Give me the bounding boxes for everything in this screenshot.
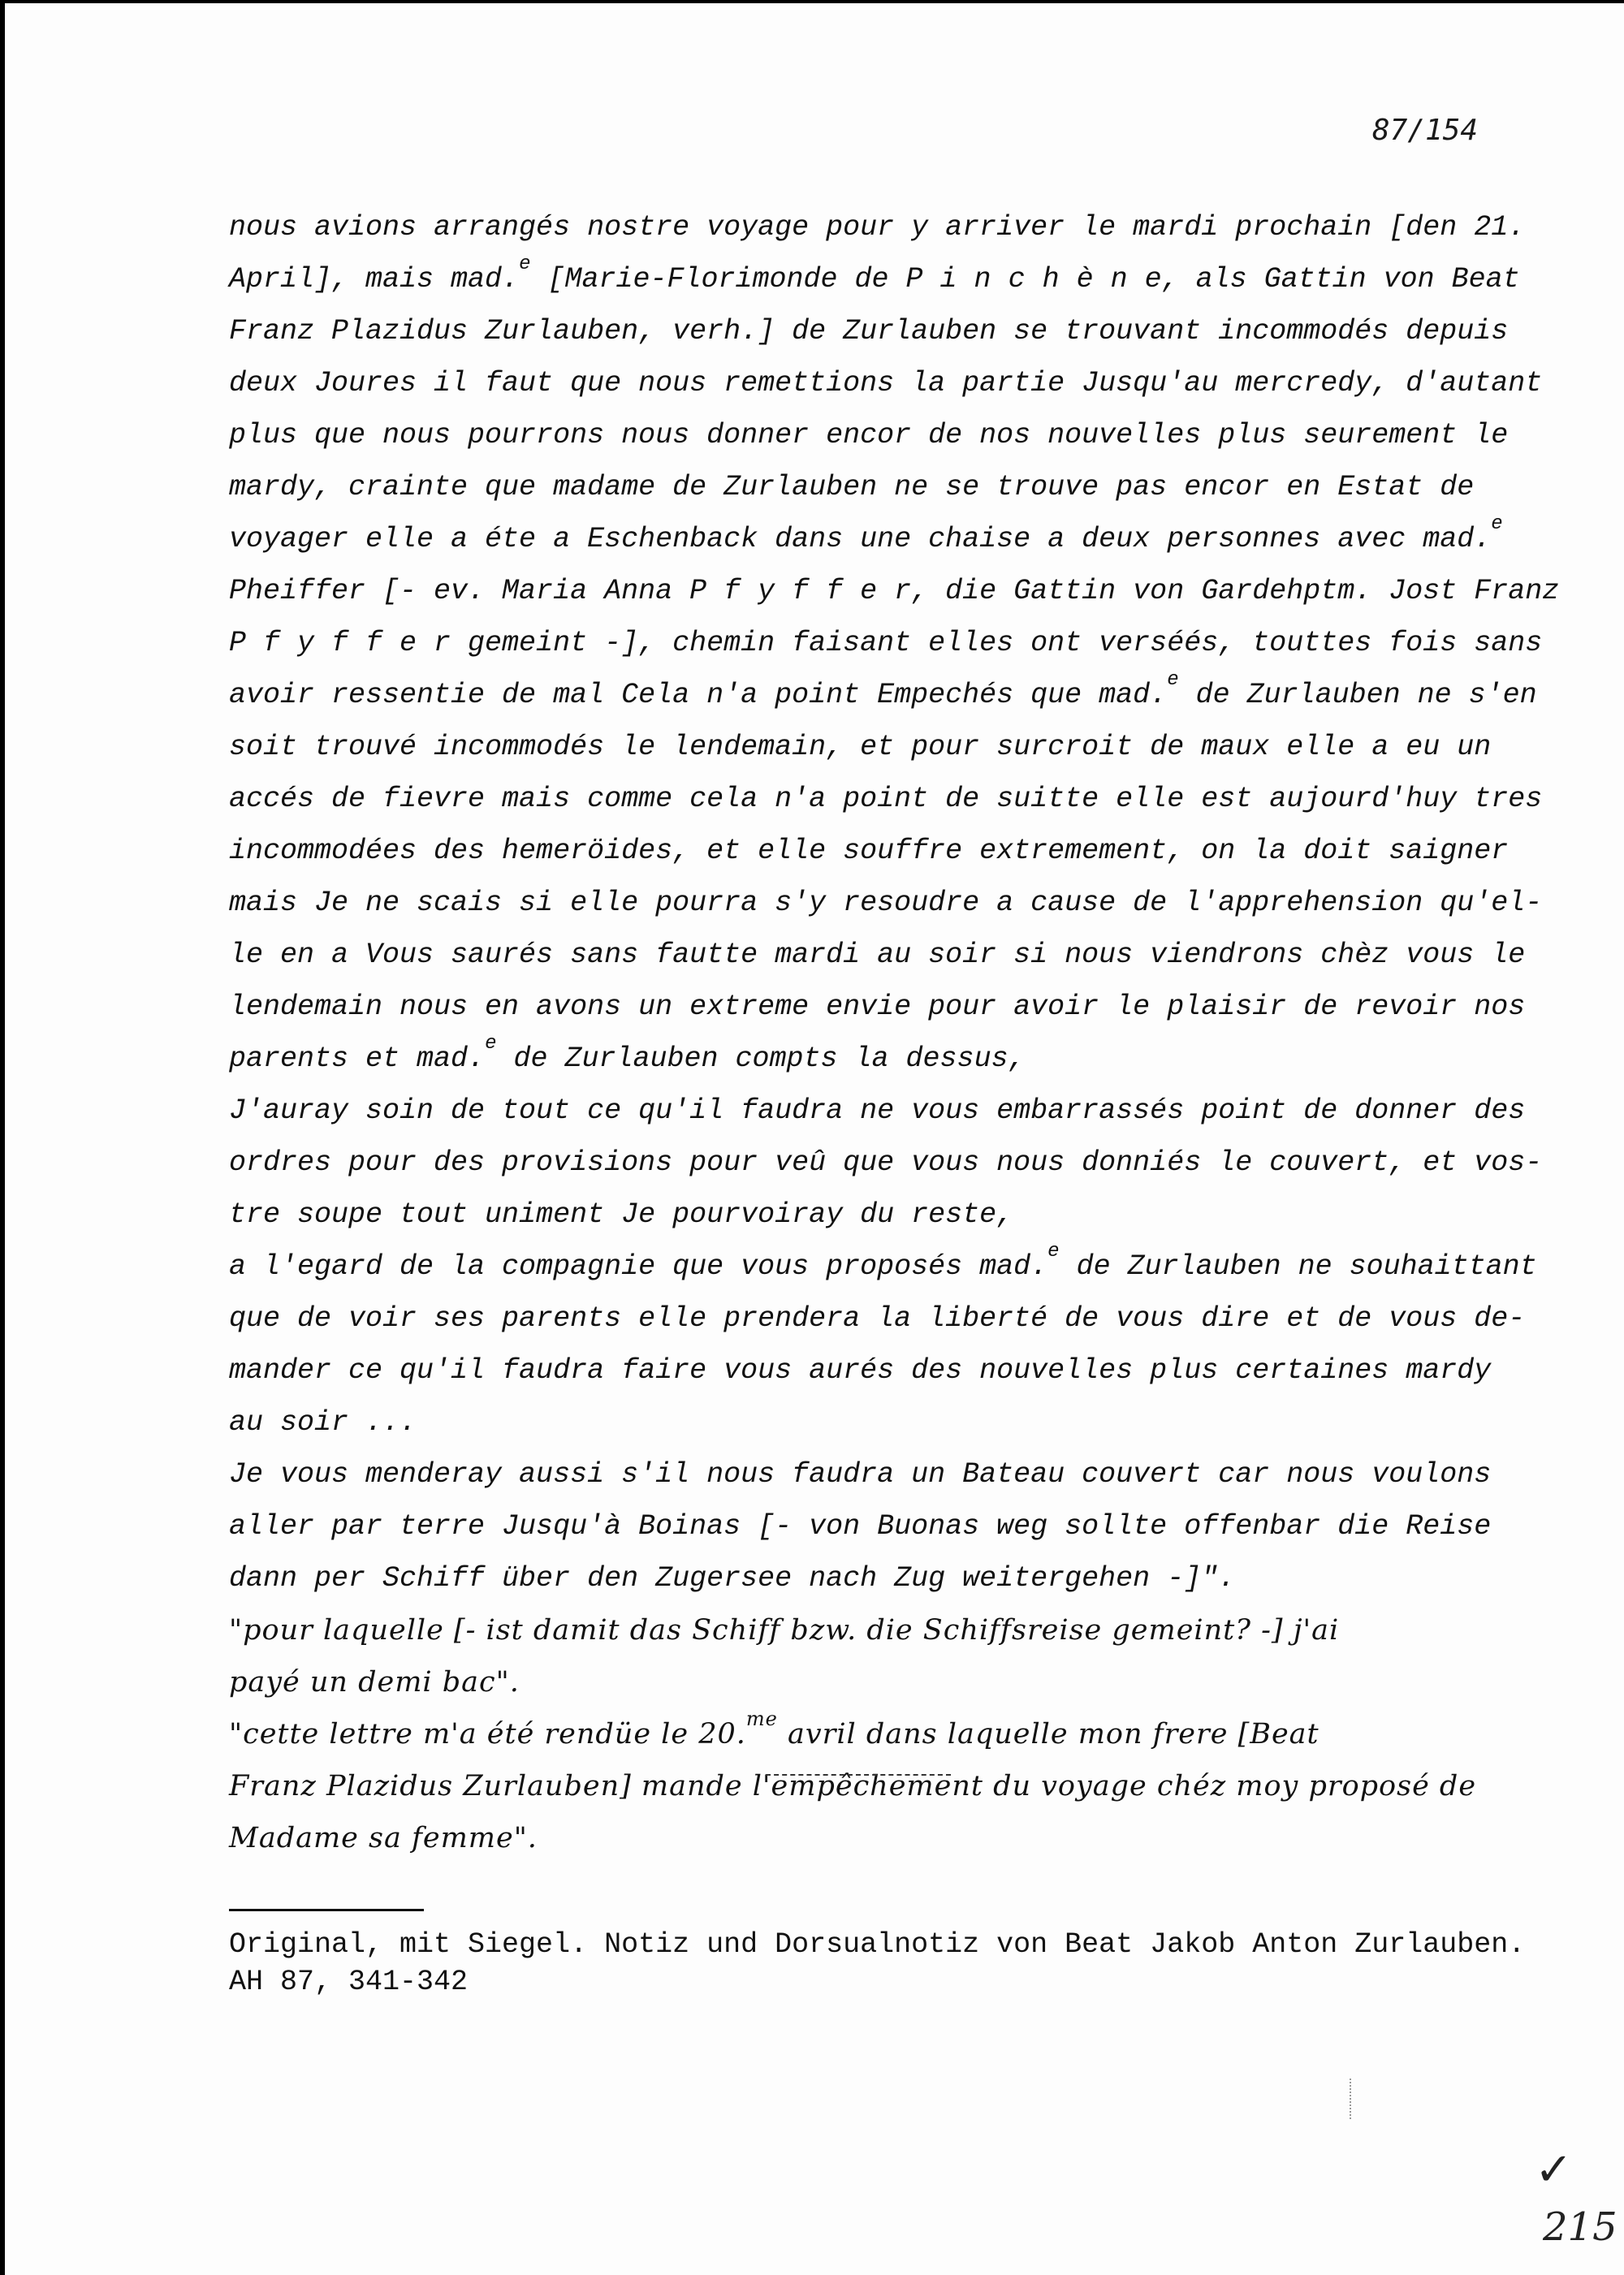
- superscript: e: [1491, 513, 1503, 535]
- handwritten-underline: [766, 1774, 951, 1776]
- text-segment: Madame sa femme".: [229, 1822, 538, 1854]
- text-segment: au soir ...: [229, 1406, 417, 1439]
- text-segment: "cette lettre m'a été rendüe le 20.: [229, 1718, 746, 1750]
- text-line: [229, 253, 1536, 305]
- text-segment: deux Joures il faut que nous remettions la partie Jusqu'au mercredy, d'autant: [229, 367, 1543, 399]
- text-line: [229, 1241, 1536, 1293]
- superscript: e: [1167, 669, 1179, 691]
- text-segment: Je vous menderay aussi s'il nous faudra un Bateau couvert car nous voulons: [229, 1458, 1492, 1491]
- handwritten-folio-number: 215: [1543, 2204, 1618, 2250]
- footnote-line: AH 87, 341-342: [229, 1966, 469, 1998]
- text-segment: April], mais mad.: [229, 263, 520, 296]
- text-segment: de Zurlauben ne s'en: [1178, 679, 1537, 711]
- text-line: [229, 1345, 1536, 1397]
- text-segment: dann per Schiff über den Zugersee nach Zug weitergehen -]".: [229, 1562, 1236, 1595]
- page-number: 87/154: [1372, 114, 1479, 147]
- text-segment: aller par terre Jusqu'à Boinas [- von Buonas weg sollte offenbar die Reise: [229, 1510, 1492, 1543]
- text-segment: plus que nous pourrons nous donner encor de nos nouvelles plus seurement le: [229, 419, 1509, 451]
- text-line: [229, 1033, 1536, 1085]
- text-line: [229, 513, 1536, 565]
- scan-border-left: [0, 0, 5, 2275]
- text-segment: mander ce qu'il faudra faire vous aurés des nouvelles plus certaines mardy: [229, 1354, 1492, 1387]
- text-line: [229, 1189, 1536, 1241]
- text-segment: P f y f f e r gemeint -], chemin faisant elles ont verséés, touttes fois sans: [229, 627, 1543, 659]
- text-segment: mardy, crainte que madame de Zurlauben ne se trouve pas encor en Estat de: [229, 471, 1475, 503]
- text-line: [229, 825, 1536, 877]
- text-segment: lendemain nous en avons un extreme envie pour avoir le plaisir de revoir nos: [229, 991, 1526, 1023]
- text-segment: a l'egard de la compagnie que vous proposés mad.: [229, 1250, 1048, 1283]
- text-segment: de Zurlauben compts la dessus,: [496, 1043, 1026, 1075]
- text-line: [229, 1085, 1536, 1137]
- text-line: [229, 1397, 1536, 1448]
- text-line: [229, 461, 1536, 513]
- superscript: e: [1047, 1241, 1060, 1263]
- text-segment: mais Je ne scais si elle pourra s'y resoudre a cause de l'apprehension qu'el-: [229, 887, 1543, 919]
- text-line: [229, 1137, 1543, 1189]
- text-segment: ordres pour des provisions pour veû que vous nous donniés le couvert, et vos-: [229, 1146, 1543, 1179]
- superscript: me: [745, 1707, 778, 1730]
- text-segment: "pour laquelle [- ist damit das Schiff bzw. die Schiffsreise gemeint? -] j'ai: [229, 1614, 1340, 1647]
- text-line: [229, 773, 1543, 825]
- footnote-line: Original, mit Siegel. Notiz und Dorsualnotiz von Beat Jakob Anton Zurlauben.: [229, 1928, 1526, 1961]
- text-segment: avril dans laquelle mon frere [Beat: [777, 1718, 1320, 1750]
- text-line: [229, 305, 1536, 357]
- text-segment: Pheiffer [- ev. Maria Anna P f y f f e r, die Gattin von Gardehptm. Jost Franz: [229, 575, 1560, 607]
- check-mark-icon: ✓: [1535, 2143, 1573, 2196]
- text-line: [229, 1760, 1536, 1812]
- text-segment: nous avions arrangés nostre voyage pour y arriver le mardi prochain [den 21.: [229, 211, 1526, 244]
- text-segment: que de voir ses parents elle prendera la liberté de vous dire et de vous de-: [229, 1302, 1526, 1335]
- text-line: [229, 877, 1543, 929]
- text-segment: Franz Plazidus Zurlauben] mande l'empêchement du voyage chéz moy proposé de: [229, 1770, 1477, 1802]
- text-line: [229, 617, 1543, 669]
- text-segment: accés de fievre mais comme cela n'a point de suitte elle est aujourd'huy tres: [229, 783, 1543, 815]
- text-line: [229, 721, 1536, 773]
- text-line: [229, 1293, 1536, 1345]
- text-segment: voyager elle a éte a Eschenback dans une chaise a deux personnes avec mad.: [229, 523, 1492, 555]
- superscript: e: [519, 253, 531, 275]
- superscript: e: [485, 1033, 497, 1055]
- scan-speck-marks: [1350, 2079, 1356, 2119]
- text-line: [229, 1552, 1536, 1604]
- transcription-body: [229, 201, 1560, 1864]
- text-line: [229, 1708, 1536, 1760]
- text-line: [229, 201, 1536, 253]
- text-line: [229, 1500, 1536, 1552]
- text-segment: Franz Plazidus Zurlauben, verh.] de Zurlauben se trouvant incommodés depuis: [229, 315, 1509, 348]
- text-segment: parents et mad.: [229, 1043, 486, 1075]
- scan-border-top: [0, 0, 1624, 3]
- text-segment: le en a Vous saurés sans fautte mardi au soir si nous viendrons chèz vous le: [229, 939, 1526, 971]
- text-line: [229, 1812, 1536, 1864]
- text-segment: incommodées des hemeröides, et elle souffre extremement, on la doit saigner: [229, 835, 1509, 867]
- text-line: [229, 1448, 1536, 1500]
- text-segment: [Marie-Florimonde de P i n c h è n e, als Gattin von Beat: [530, 263, 1520, 296]
- text-line: [229, 409, 1536, 461]
- text-line: [229, 669, 1536, 721]
- text-line: [229, 565, 1560, 617]
- text-segment: soit trouvé incommodés le lendemain, et pour surcroit de maux elle a eu un: [229, 731, 1492, 763]
- footnote-rule: [229, 1909, 424, 1911]
- text-segment: avoir ressentie de mal Cela n'a point Empechés que mad.: [229, 679, 1168, 711]
- text-segment: de Zurlauben ne souhaittant: [1059, 1250, 1537, 1283]
- text-line: [229, 981, 1536, 1033]
- text-line: [229, 1604, 1536, 1656]
- text-line: [229, 929, 1536, 981]
- text-line: [229, 357, 1543, 409]
- text-line: [229, 1656, 1536, 1708]
- text-segment: J'auray soin de tout ce qu'il faudra ne vous embarrassés point de donner des: [229, 1094, 1526, 1127]
- text-segment: tre soupe tout uniment Je pourvoiray du reste,: [229, 1198, 1014, 1231]
- text-segment: payé un demi bac".: [229, 1666, 520, 1699]
- footnote: [229, 1926, 1609, 2001]
